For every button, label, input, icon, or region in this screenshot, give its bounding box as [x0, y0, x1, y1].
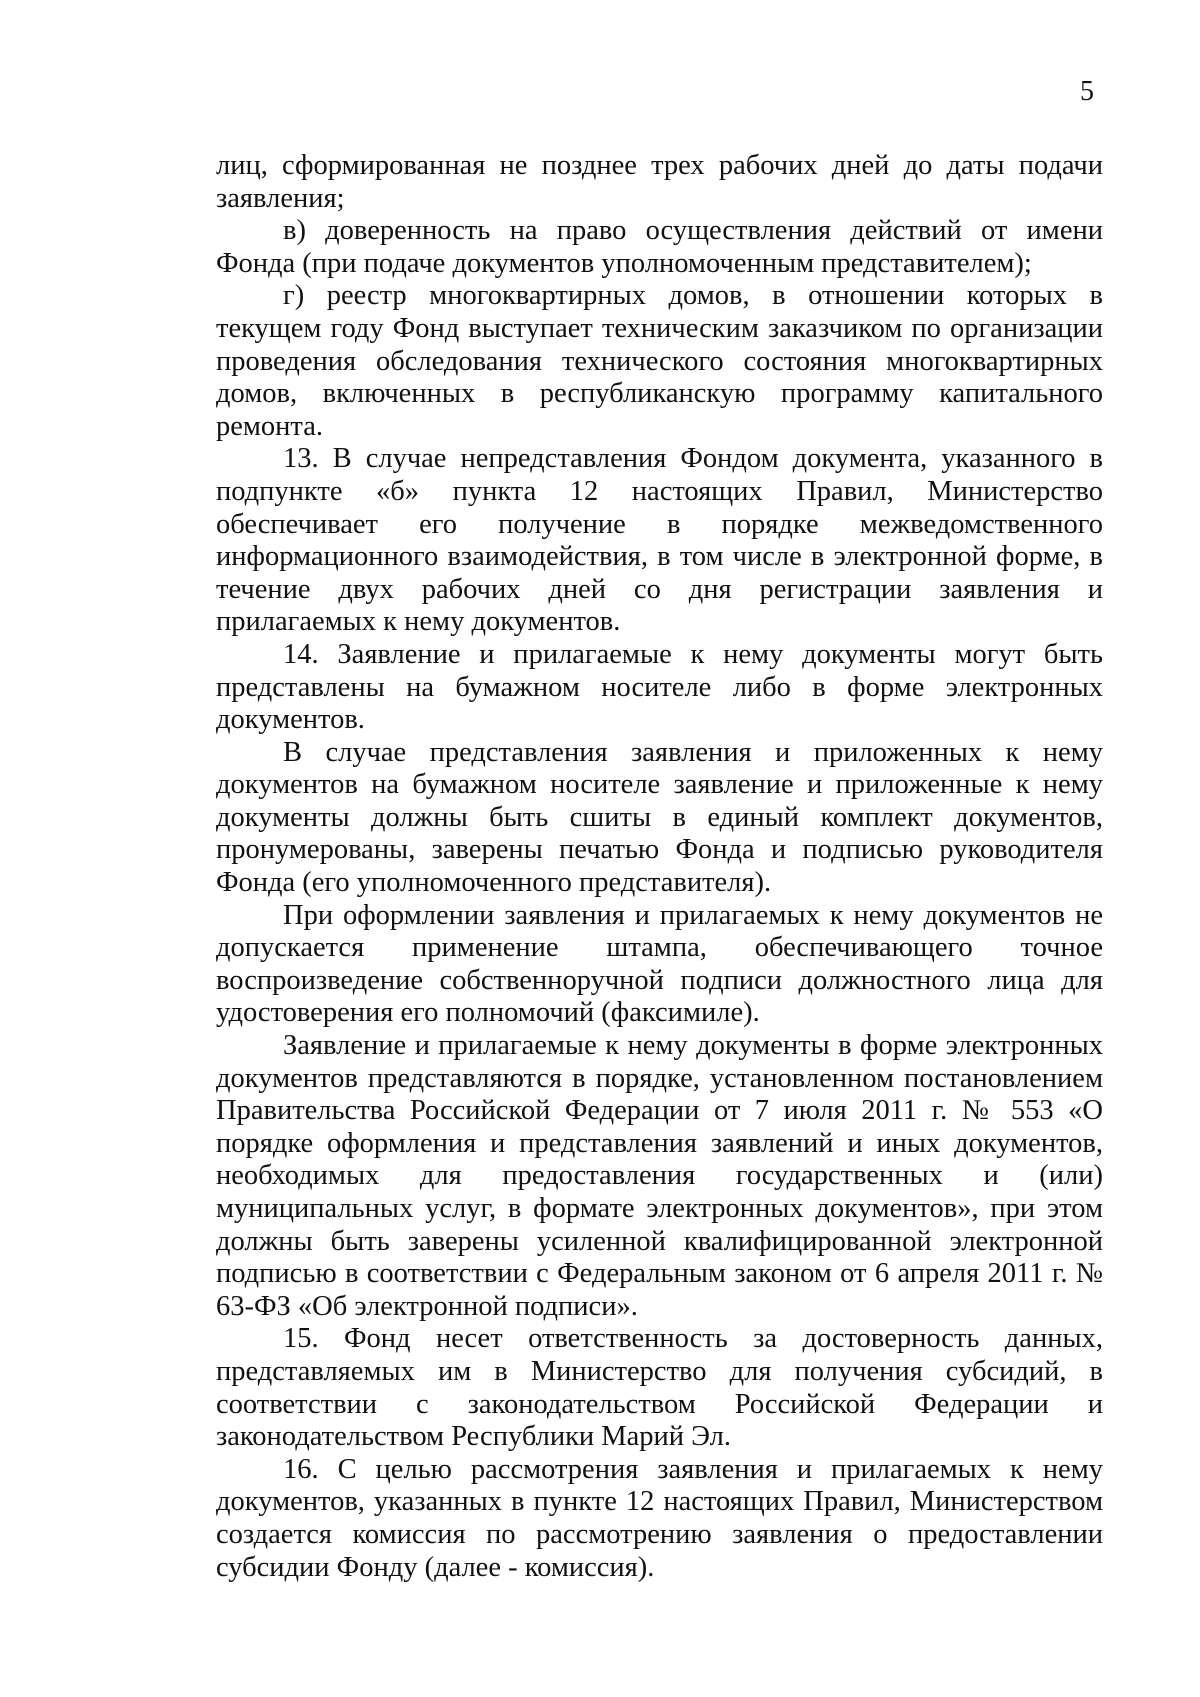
paragraph: В случае представления заявления и приложенных к нему документов на бумажном носителе заявление и приложенные к нему документы должны быть сшиты в единый комплект документов, пронумерованы, заверены печатью Фонда и подписью руководителя Фонда (его уполномоченного представителя). — [216, 736, 1103, 899]
paragraph: 14. Заявление и прилагаемые к нему документы могут быть представлены на бумажном носителе либо в форме электронных документов. — [216, 638, 1103, 736]
document-body — [216, 150, 1103, 1584]
paragraph: 16. С целью рассмотрения заявления и прилагаемых к нему документов, указанных в пункте 12 настоящих Правил, Министерством создается комиссия по рассмотрению заявления о предоставлении субсидии Фонду (далее - комиссия). — [216, 1453, 1103, 1583]
paragraph: в) доверенность на право осуществления действий от имени Фонда (при подаче документов уполномоченным представителем); — [216, 215, 1103, 279]
paragraph: Заявление и прилагаемые к нему документы в форме электронных документов представляются в порядке, установленном постановлением Правительства Российской Федерации от 7 июля 2011 г. № 553 «О порядке оформления и представления заявлений и иных документов, необходимых для предоставления государственных и (или) муниципальных услуг, в формате электронных документов», при этом должны быть заверены усиленной квалифицированной электронной подписью в соответствии с Федеральным законом от 6 апреля 2011 г. № 63-ФЗ «Об электронной подписи». — [216, 1030, 1103, 1322]
page-number: 5 — [1080, 76, 1094, 107]
paragraph: 15. Фонд несет ответственность за достоверность данных, представляемых им в Министерство для получения субсидий, в соответствии с законодательством Российской Федерации и законодательством Республики Марий Эл. — [216, 1323, 1103, 1453]
paragraph: При оформлении заявления и прилагаемых к нему документов не допускается применение штампа, обеспечивающего точное воспроизведение собственноручной подписи должностного лица для удостоверения его полномочий (факсимиле). — [216, 899, 1103, 1029]
paragraph: лиц, сформированная не позднее трех рабочих дней до даты подачи заявления; — [216, 150, 1103, 214]
paragraph: 13. В случае непредставления Фондом документа, указанного в подпункте «б» пункта 12 настоящих Правил, Министерство обеспечивает его получение в порядке межведомственного информационного взаимодействия, в том числе в электронной форме, в течение двух рабочих дней со дня регистрации заявления и прилагаемых к нему документов. — [216, 443, 1103, 638]
paragraph: г) реестр многоквартирных домов, в отношении которых в текущем году Фонд выступает техническим заказчиком по организации проведения обследования технического состояния многоквартирных домов, включенных в республиканскую программу капитального ремонта. — [216, 280, 1103, 442]
